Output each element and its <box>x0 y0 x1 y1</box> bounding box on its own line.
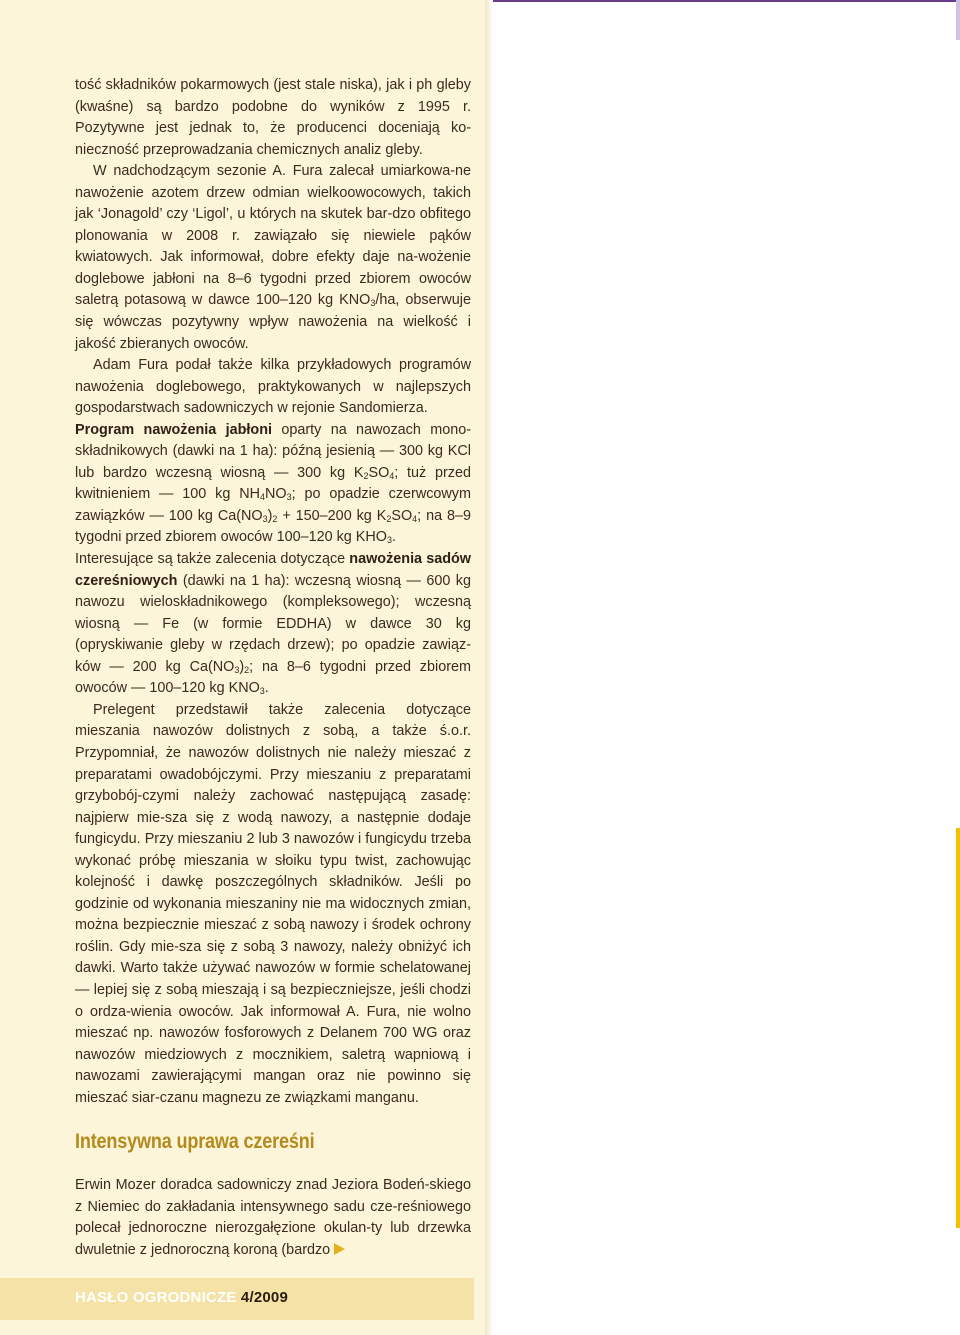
subscript: 2 <box>386 513 392 524</box>
edge-stripe-yellow <box>956 828 960 1228</box>
bold-heading-apple: Program nawożenia jabłoni <box>75 421 273 438</box>
page-gutter <box>485 0 493 1335</box>
text-run: ) <box>239 658 245 675</box>
subscript: 4 <box>260 492 266 503</box>
subscript: 3 <box>386 535 392 546</box>
subscript: 4 <box>412 513 418 524</box>
text-run: Interesujące są także zalecenia dotyczące <box>75 551 350 568</box>
subscript: 4 <box>389 470 395 481</box>
subscript: 3 <box>286 492 292 503</box>
text-run: . <box>264 680 269 697</box>
paragraph-nitrogen <box>75 161 471 355</box>
subscript: 3 <box>259 686 265 697</box>
subscript: 2 <box>244 664 250 675</box>
text-run: oparty na nawozach mono-składnikowych (dawki na 1 ha): późną jesienią — 300 kg KCl lub bardzo wczesną wiosną — 300 kg K <box>75 421 471 481</box>
subscript: 2 <box>272 513 278 524</box>
footer-bottom-margin <box>0 1320 474 1335</box>
subscript: 3 <box>234 664 240 675</box>
paragraph-mixing: Prelegent przedstawił także zalecenia dotyczące mieszania nawozów dolistnych z sobą, a także ś.o.r. Przypomniał, że nawozów dolistnych nie należy mieszać z preparatami owadobójczymi. Przy mieszaniu z preparatami grzybobój-czymi należy zachować następującą zasadę: najpierw mie-sza się z wodą nawozy, a następnie dodaje fungicydu. Przy mieszaniu 2 lub 3 nawozów i fungicydu trzeba wykonać próbę mieszania w słoiku typu twist, zachowując kolejność i dawkę poszczególnych składników. Jeśli po godzinie od wykonania mieszaniny nie ma widocznych zmian, można bezpiecznie mieszać z sobą nawozy i środek ochrony roślin. Gdy mie-sza się z sobą 3 nawozy, należy obniżyć ich dawki. Warto także używać nawozów w formie schelatowanej — lepiej się z sobą mieszają i są bezpieczniejsze, jeśli chodzi o ordza-wienia owoców. Jak informował A. Fura, nie wolno mieszać np. nawozów fosforowych z Delanem 700 WG oraz nawozów miedziowych z mocznikiem, saletrą wapniową i nawozami zawierającymi mangan oraz nie powinno się mieszać siar-czanu magnezu ze związkami manganu. <box>75 701 471 1106</box>
right-page-blank <box>493 0 960 1335</box>
text-run: W nadchodzącym sezonie A. Fura zalecał umiarkowa-ne nawożenie azotem drzew odmian wielkoowocowych, takich jak ‘Jonagold’ czy ‘Ligol’, u których na skutek bar-dzo obfitego plonowania w 2008 r. zawiązało się niewiele pąków kwiatowych. Jak informował, dobre efekty daje na-wożenie doglebowe jabłoni na 8–6 tygodni przed zbiorem owoców saletrą potasową w dawce 100–120 kg KNO <box>75 163 471 309</box>
footer-folio <box>75 1289 288 1306</box>
text-run: . <box>392 529 396 546</box>
paragraph-programs-intro: Adam Fura podał także kilka przykładowych programów nawożenia doglebowego, praktykowanych w najlepszych gospodarstwach sadowniczych w rejonie Sandomierza. <box>75 357 471 417</box>
section-heading: Intensywna uprawa czereśni <box>75 1130 315 1153</box>
paragraph-cherry-program <box>75 549 471 700</box>
paragraph-apple-program <box>75 420 471 549</box>
text-run: ) <box>267 507 273 524</box>
text-run: SO <box>391 507 413 524</box>
section-body <box>75 1175 471 1261</box>
text-run: ; na 8–6 tygodni przed zbiorem owoców — 100–120 kg KNO <box>75 658 471 697</box>
subscript: 3 <box>262 513 268 524</box>
text-run: (dawki na 1 ha): wczesną wiosną — 600 kg nawozu wieloskładnikowego (kompleksowego); wczesną wiosną — Fe (w formie EDDHA) w dawce 30 kg (opryskiwanie gleby w rzędach drzew); po opadzie zawiąz-ków — 200 kg Ca(NO <box>75 572 471 675</box>
footer-issue-number: 4/2009 <box>240 1289 289 1306</box>
bold-heading-cherry: nawożenia sadów czereśniowych <box>75 551 471 589</box>
text-run: ; po opadzie czerwcowym zawiązków — 100 kg Ca(NO <box>75 486 471 524</box>
subscript: 3 <box>370 298 376 309</box>
triangle-right-icon <box>334 1243 345 1255</box>
text-run: SO <box>368 464 390 481</box>
article-body <box>75 75 471 1109</box>
top-rule <box>493 0 960 2</box>
subscript: 2 <box>363 470 369 481</box>
text-run: ; na 8–9 tygodni przed zbiorem owoców 100–120 kg KHO <box>75 507 471 546</box>
paragraph-soil-analysis: tość składników pokarmowych (jest stale niska), jak i ph gleby (kwaśne) są bardzo podobne do wyników z 1995 r. Pozytywne jest jednak to, że producenci doceniają ko-nieczność przeprowadzania chemicznych analiz gleby. <box>75 77 471 158</box>
text-run: NO <box>265 486 287 503</box>
text-run: ; tuż przed kwitnieniem — 100 kg NH <box>75 464 471 503</box>
footer-magazine-name: HASŁO OGRODNICZE <box>75 1289 237 1306</box>
text-run: Erwin Mozer doradca sadowniczy znad Jeziora Bodeń-skiego z Niemiec do zakładania intensywnego sadu cze-reśniowego polecał jednoroczne nierozgałęzione okulan-ty lub drzewka dwuletnie z jednoroczną koroną (bardzo <box>75 1177 471 1258</box>
paragraph-cherry-intensive <box>75 1175 471 1261</box>
text-run: + 150–200 kg K <box>277 507 387 524</box>
text-run: /ha, obserwuje się wówczas pozytywny wpływ nawożenia na wielkość i jakość zbieranych owoców. <box>75 292 471 352</box>
edge-stripe-purple <box>956 0 960 40</box>
